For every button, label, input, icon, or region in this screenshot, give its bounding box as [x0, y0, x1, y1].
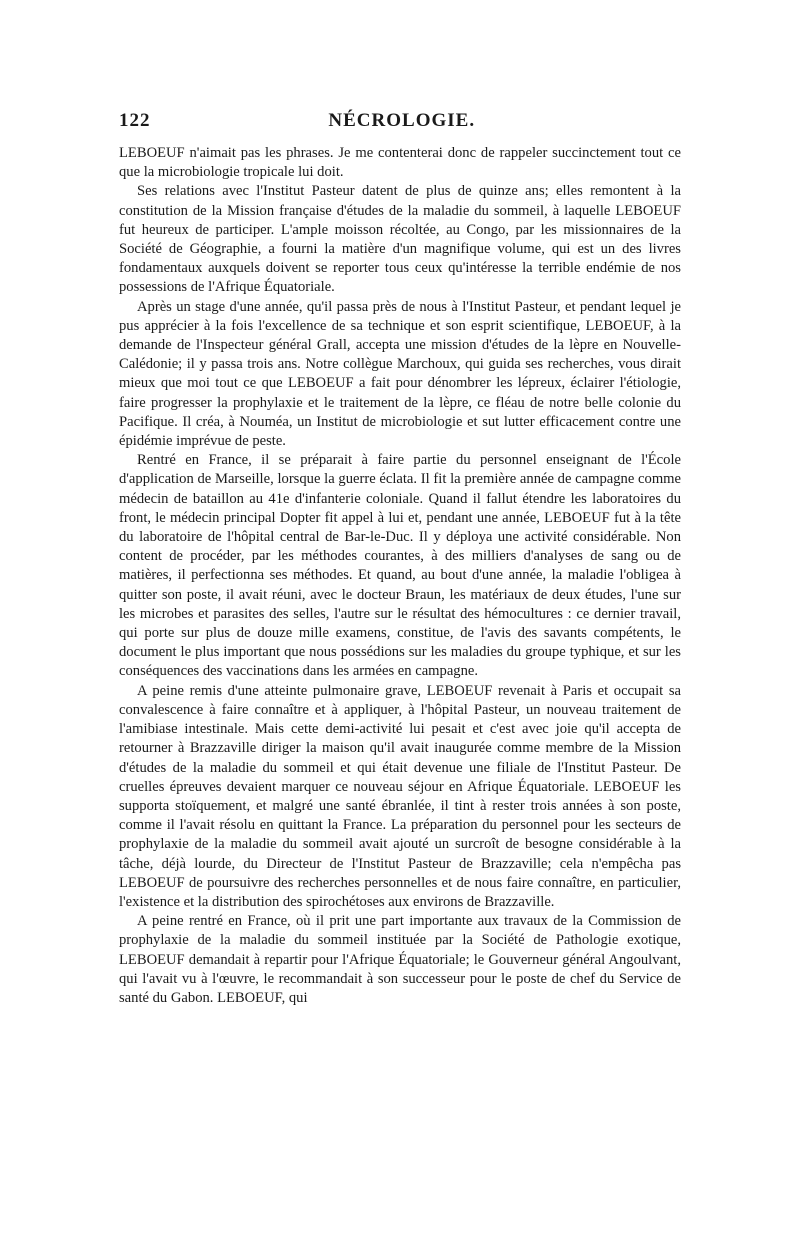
paragraph-5: A peine remis d'une atteinte pulmonaire grave, LEBOEUF revenait à Paris et occupait sa convalescence à faire connaître et à appliquer, à l'hôpital Pasteur, un nouveau traitement de l'amibiase intestinale. Mais cette demi-activité lui pesait et c'est avec joie qu'il accepta de retourner à Brazzaville diriger la maison qu'il avait inaugurée comme membre de la Mission d'études de la maladie du sommeil et qui était devenue une filiale de l'Institut Pasteur. De cruelles épreuves devaient marquer ce nouveau séjour en Afrique Équatoriale. LEBOEUF les supporta stoïquement, et malgré une santé ébranlée, il tint à rester trois années à son poste, comme il l'avait résolu en quittant la France. La préparation du personnel pour les secteurs de prophylaxie de la maladie du sommeil avait ajouté un surcroît de besogne considérable à la tâche, déjà lourde, du Directeur de l'Institut Pasteur de Brazzaville; cela n'empêcha pas LEBOEUF de poursuivre des recherches personnelles et de nous faire connaître, en particulier, l'existence et la distribution des spirochétoses aux environs de Brazzaville. — [119, 682, 681, 910]
page-header — [119, 110, 681, 144]
book-page — [119, 110, 681, 1008]
paragraph-3: Après un stage d'une année, qu'il passa près de nous à l'Institut Pasteur, et pendant lequel je pus apprécier à la fois l'excellence de sa technique et son esprit scientifique, LEBOEUF, à la demande de l'Inspecteur général Grall, accepta une mission d'études de la lèpre en Nouvelle-Calédonie; il y passa trois ans. Notre collègue Marchoux, qui guida ses recherches, vous dirait mieux que moi tout ce que LEBOEUF a fait pour dénombrer les lépreux, éclairer l'étiologie, faire progresser la prophylaxie et le traitement de la lèpre, ce fléau de notre belle colonie du Pacifique. Il créa, à Nouméa, un Institut de microbiologie et sut lutter efficacement contre une épidémie imprévue de peste. — [119, 298, 681, 450]
article-body — [119, 144, 681, 1008]
paragraph-4: Rentré en France, il se préparait à faire partie du personnel enseignant de l'École d'application de Marseille, lorsque la guerre éclata. Il fit la première année de campagne comme médecin de bataillon au 41e d'infanterie coloniale. Quand il fallut étendre les laboratoires du front, le médecin principal Dopter fit appel à lui et, pendant une année, LEBOEUF fut à la tête du laboratoire de l'hôpital central de Bar-le-Duc. Il y déploya une activité considérable. Non content de procéder, par les méthodes courantes, à des milliers d'analyses de sang ou de matières, il perfectionna ses méthodes. Et quand, au bout d'une année, la maladie l'obligea à quitter son poste, il avait réuni, avec le docteur Braun, les matériaux de deux études, l'une sur les microbes et parasites des selles, l'autre sur le résultat des hémocultures : ce dernier travail, qui porte sur plus de douze mille examens, constitue, de l'avis des savants compétents, le document le plus important que nous possédions sur les maladies du groupe typhique, et sur les conséquences des vaccinations dans les armées en campagne. — [119, 452, 681, 680]
paragraph-1: LEBOEUF n'aimait pas les phrases. Je me contenterai donc de rappeler succinctement tout ce que la microbiologie tropicale lui doit. — [119, 145, 681, 181]
page-number: 122 — [119, 110, 151, 131]
running-title: NÉCROLOGIE. — [328, 110, 476, 131]
paragraph-2: Ses relations avec l'Institut Pasteur datent de plus de quinze ans; elles remontent à la constitution de la Mission française d'études de la maladie du sommeil, à laquelle LEBOEUF fut heureux de participer. L'ample moisson récoltée, au Congo, par les missionnaires de la Société de Géographie, a fourni la matière d'un magnifique volume, qui est un des livres fondamentaux auxquels doivent se reporter tous ceux qu'intéresse la terrible endémie de nos possessions de l'Afrique Équatoriale. — [119, 183, 681, 296]
paragraph-6: A peine rentré en France, où il prit une part importante aux travaux de la Commission de prophylaxie de la maladie du sommeil instituée par la Société de Pathologie exotique, LEBOEUF demandait à repartir pour l'Afrique Équatoriale; le Gouverneur général Angoulvant, qui l'avait vu à l'œuvre, le recommandait à son successeur pour le poste de chef du Service de santé du Gabon. LEBOEUF, qui — [119, 913, 681, 1006]
